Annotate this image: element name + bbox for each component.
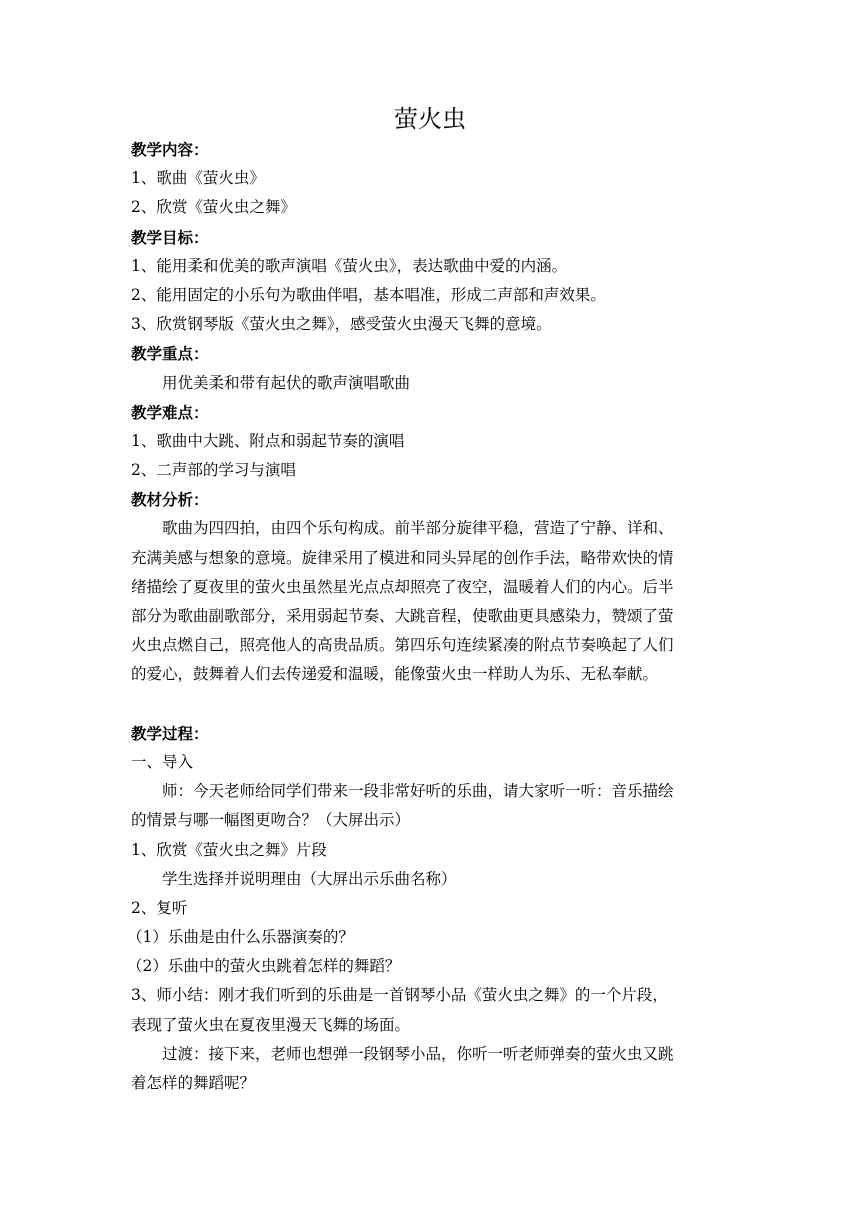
content-item: 1、歌曲《萤火虫》 bbox=[131, 169, 265, 188]
key-point-text: 用优美柔和带有起伏的歌声演唱歌曲 bbox=[162, 373, 411, 392]
transition-line: 着怎样的舞蹈呢？ bbox=[131, 1074, 256, 1092]
analysis-line: 火虫点燃自己，照亮他人的高贵品质。第四乐句连续紧凑的附点节奏唤起了人们 bbox=[131, 636, 674, 655]
difficulty-item: 1、歌曲中大跳、附点和弱起节奏的演唱 bbox=[131, 431, 405, 450]
analysis-line: 绪描绘了夏夜里的萤火虫虽然星光点点却照亮了夜空，温暖着人们的内心。后半 bbox=[131, 577, 674, 596]
step-2: 2、复听 bbox=[131, 898, 188, 917]
goal-item: 2、能用固定的小乐句为歌曲伴唱，基本唱准，形成二声部和声效果。 bbox=[131, 285, 606, 304]
step-3-line: 3、师小结：刚才我们听到的乐曲是一首钢琴小品《萤火虫之舞》的一个片段， bbox=[131, 986, 668, 1005]
heading-analysis: 教材分析： bbox=[131, 490, 209, 510]
document-body bbox=[127, 135, 731, 1098]
step-3-line: 表现了萤火虫在夏夜里漫天飞舞的场面。 bbox=[131, 1015, 411, 1034]
heading-process: 教学过程： bbox=[131, 723, 209, 743]
section-intro: 一、导入 bbox=[131, 752, 194, 771]
teacher-line: 的情景与哪一幅图更吻合？（大屏出示） bbox=[131, 811, 411, 830]
analysis-line: 充满美感与想象的意境。旋律采用了模进和同头异尾的创作手法，略带欢快的情 bbox=[131, 548, 674, 567]
heading-goals: 教学目标： bbox=[131, 227, 209, 247]
content-item: 2、欣赏《萤火虫之舞》 bbox=[131, 198, 296, 217]
analysis-line: 部分为歌曲副歌部分，采用弱起节奏、大跳音程，使歌曲更具感染力，赞颂了萤 bbox=[131, 607, 674, 625]
heading-difficulty: 教学难点： bbox=[131, 402, 209, 422]
blank-line bbox=[131, 690, 731, 719]
question-2: （2）乐曲中的萤火虫跳着怎样的舞蹈？ bbox=[127, 957, 401, 976]
heading-key-point: 教学重点： bbox=[131, 344, 209, 364]
transition-line: 过渡：接下来，老师也想弹一段钢琴小品，你听一听老师弹奏的萤火虫又跳 bbox=[162, 1044, 674, 1063]
step-1-note: 学生选择并说明理由（大屏出示乐曲名称） bbox=[162, 869, 457, 888]
question-1: （1）乐曲是由什么乐器演奏的？ bbox=[127, 928, 354, 947]
difficulty-item: 2、二声部的学习与演唱 bbox=[131, 461, 296, 480]
analysis-line: 的爱心，鼓舞着人们去传递爱和温暖，能像萤火虫一样助人为乐、无私奉献。 bbox=[131, 665, 659, 684]
goal-item: 3、欣赏钢琴版《萤火虫之舞》，感受萤火虫漫天飞舞的意境。 bbox=[131, 315, 552, 334]
analysis-line: 歌曲为四四拍，由四个乐句构成。前半部分旋律平稳，营造了宁静、详和、 bbox=[162, 519, 674, 538]
page-title: 萤火虫 bbox=[394, 105, 466, 133]
step-1: 1、欣赏《萤火虫之舞》片段 bbox=[131, 840, 327, 859]
goal-item: 1、能用柔和优美的歌声演唱《萤火虫》，表达歌曲中爱的内涵。 bbox=[131, 256, 568, 275]
heading-content: 教学内容： bbox=[131, 140, 209, 159]
teacher-line: 师：今天老师给同学们带来一段非常好听的乐曲，请大家听一听：音乐描绘 bbox=[162, 782, 674, 801]
